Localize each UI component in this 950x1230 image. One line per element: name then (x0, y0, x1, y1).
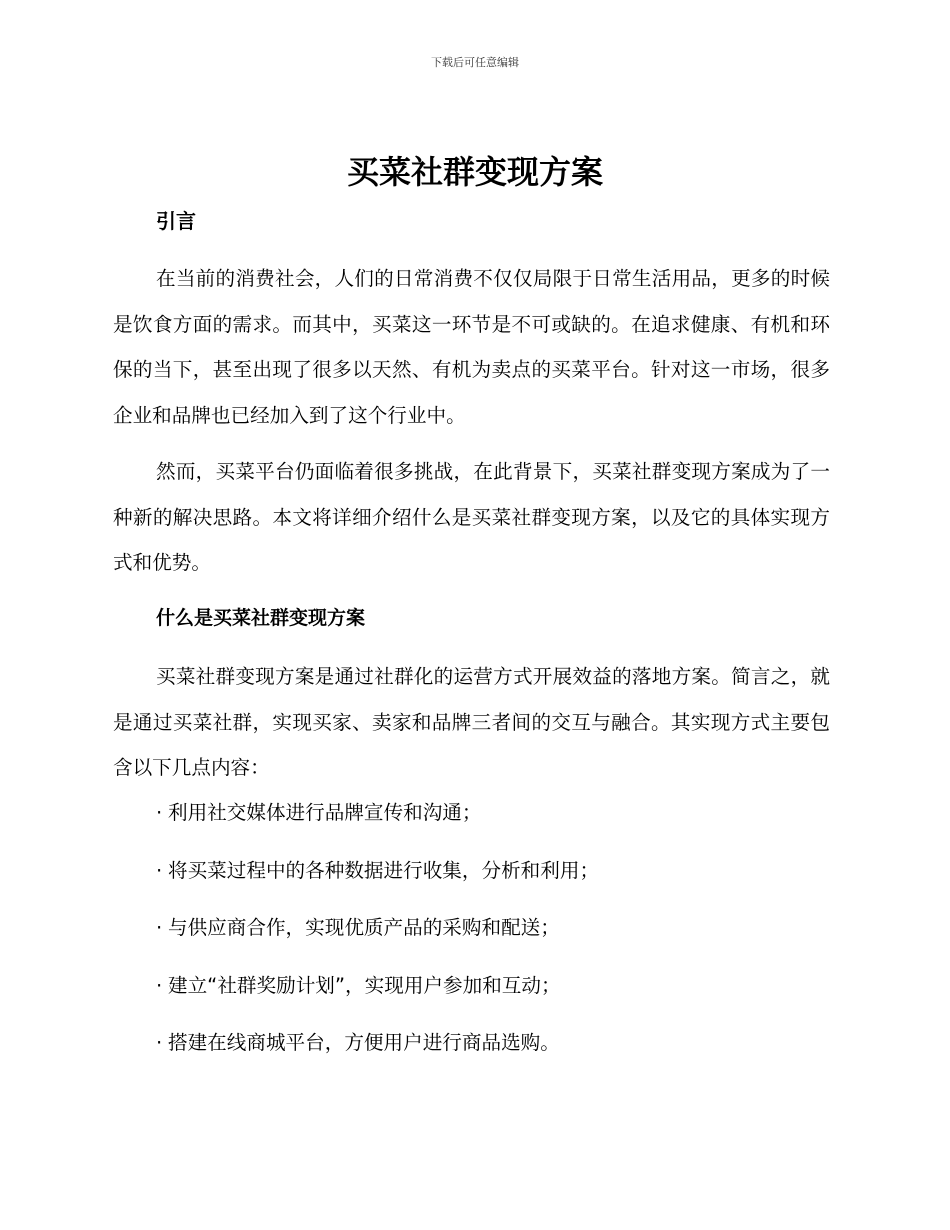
intro-paragraph-1: 在当前的消费社会，人们的日常消费不仅仅局限于日常生活用品，更多的时候是饮食方面的需求。而其中，买菜这一环节是不可或缺的。在追求健康、有机和环保的当下，甚至出现了很多以天然、有机为卖点的买菜平台。针对这一市场，很多企业和品牌也已经加入到了这个行业中。 (113, 267, 830, 427)
bullet-marker: · (156, 973, 163, 997)
list-item (156, 1029, 599, 1087)
intro-paragraph-2: 然而，买菜平台仍面临着很多挑战，在此背景下，买菜社群变现方案成为了一种新的解决思路。本文将详细介绍什么是买菜社群变现方案，以及它的具体实现方式和优势。 (113, 460, 830, 574)
list-item-text: 与供应商合作，实现优质产品的采购和配送； (168, 916, 560, 939)
bullet-marker: · (156, 801, 163, 824)
list-item-text: 利用社交媒体进行品牌宣传和沟通； (168, 801, 482, 824)
list-item (156, 972, 599, 1030)
bullet-marker: · (156, 858, 163, 882)
bullet-list (156, 799, 599, 1087)
bullet-marker: · (156, 1031, 163, 1054)
what-paragraph: 买菜社群变现方案是通过社群化的运营方式开展效益的落地方案。简言之，就是通过买菜社群，实现买家、卖家和品牌三者间的交互与融合。其实现方式主要包含以下几点内容： (113, 665, 830, 779)
list-item (156, 799, 599, 857)
section-heading-what: 什么是买菜社群变现方案 (156, 607, 366, 629)
list-item (156, 857, 599, 915)
document-title: 买菜社群变现方案 (346, 153, 603, 191)
list-item-text: 将买菜过程中的各种数据进行收集，分析和利用； (168, 858, 600, 882)
bullet-marker: · (156, 916, 163, 939)
list-item (156, 914, 599, 972)
section-heading-intro: 引言 (156, 209, 196, 233)
list-item-text: 建立“社群奖励计划”，实现用户参加和互动； (168, 973, 561, 997)
list-item-text: 搭建在线商城平台，方便用户进行商品选购。 (168, 1031, 560, 1054)
page-header: 下载后可任意编辑 (431, 56, 519, 69)
